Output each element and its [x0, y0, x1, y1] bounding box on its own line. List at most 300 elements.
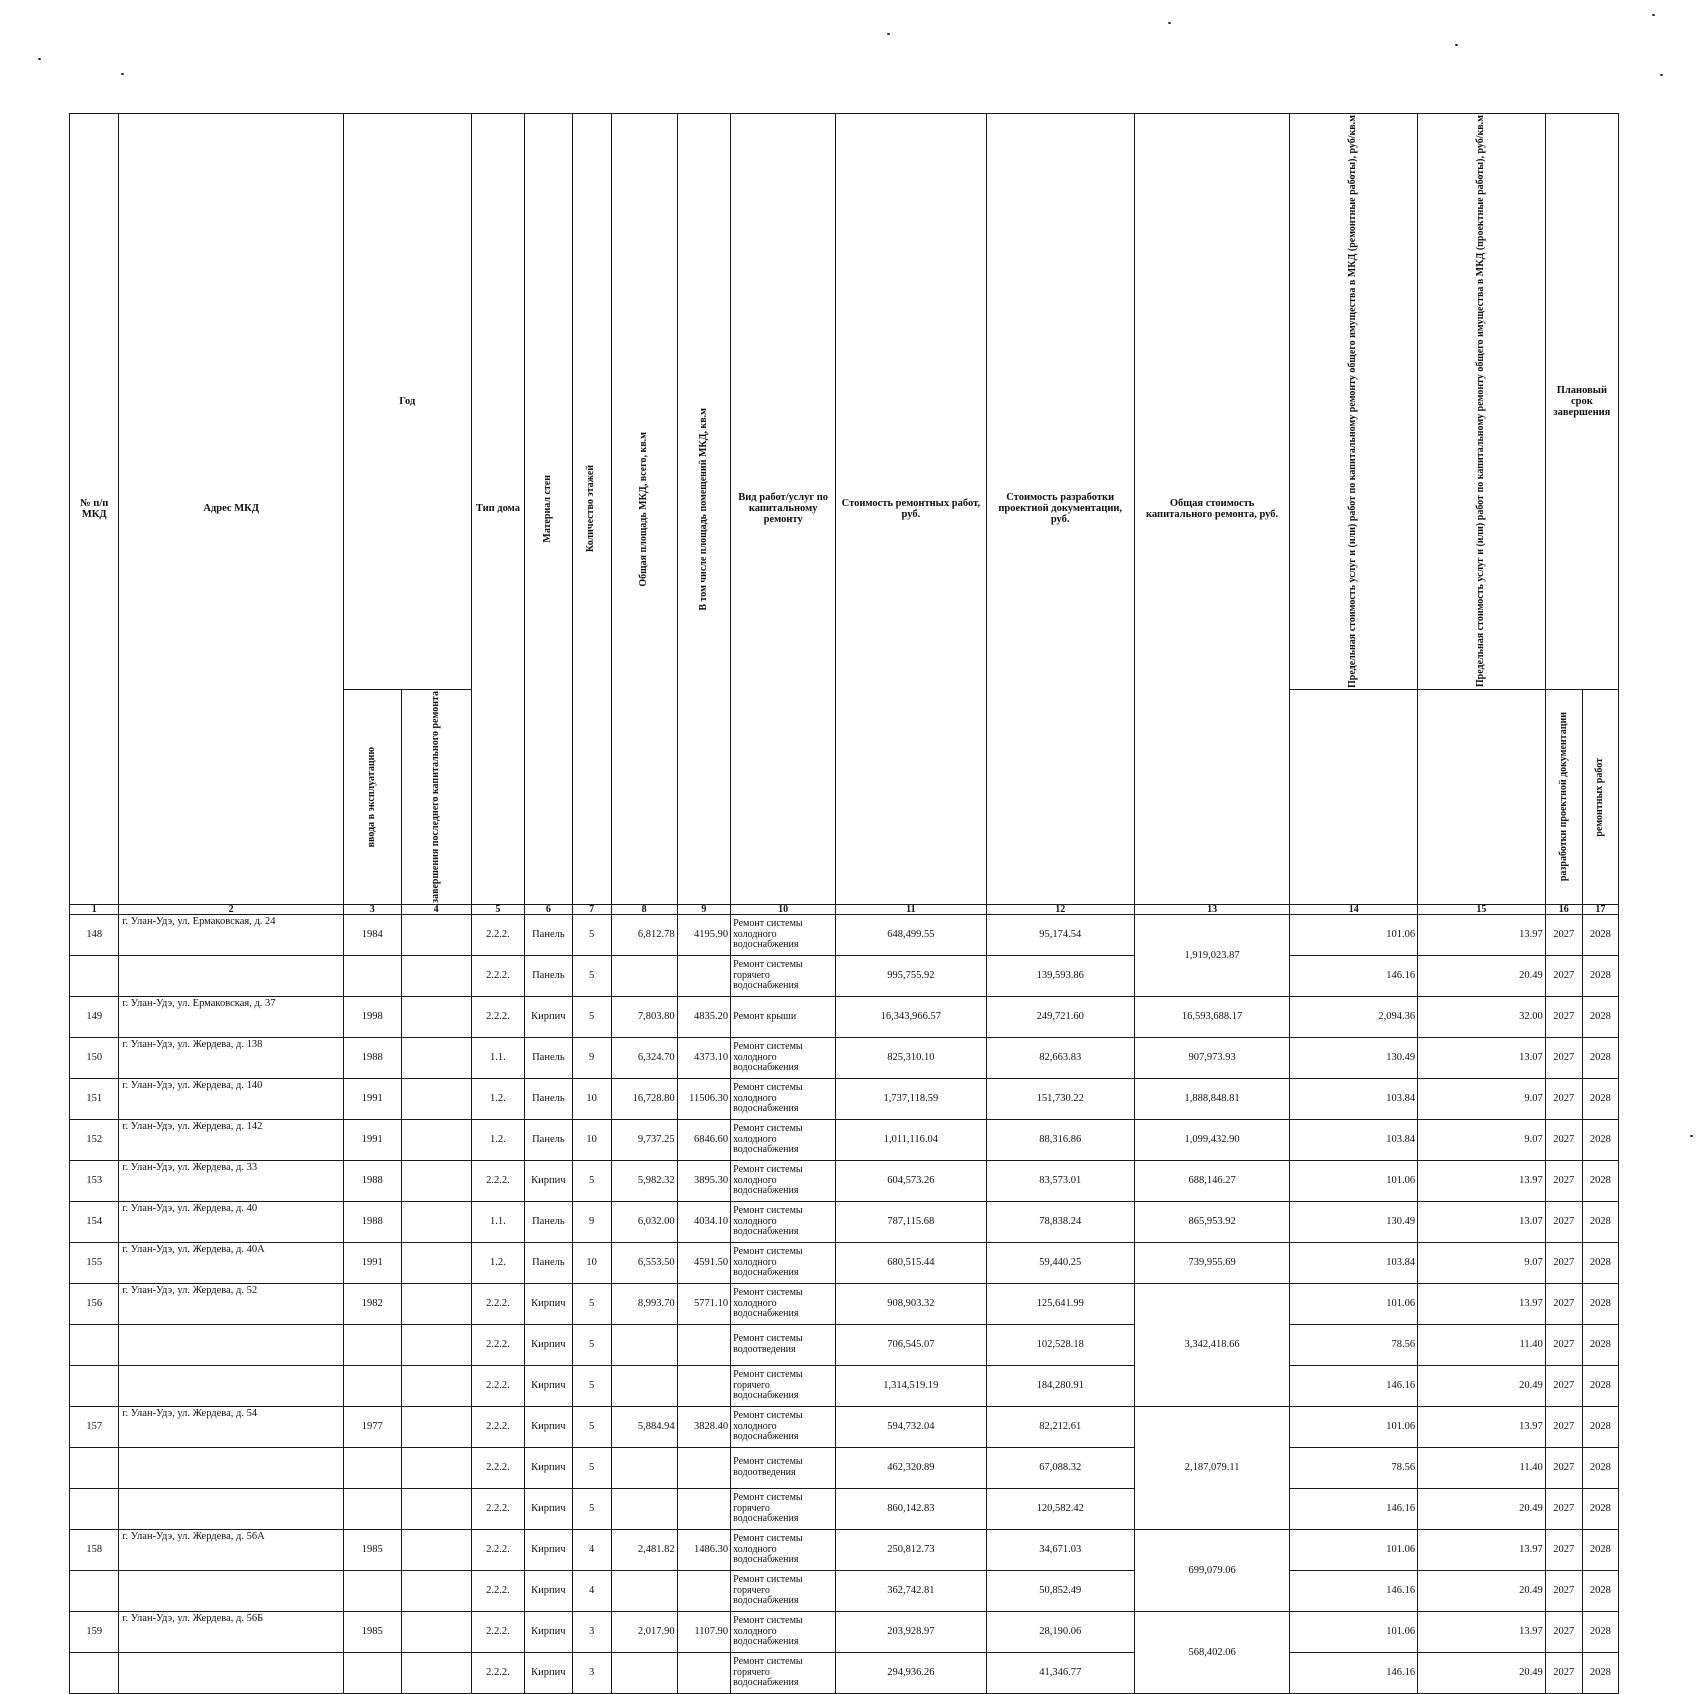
row-house-type: 2.2.2.: [471, 1324, 525, 1365]
row-limit-repair: 146.16: [1290, 1570, 1418, 1611]
header-limit-design-blank: [1418, 690, 1546, 905]
table-row: [70, 1119, 1619, 1160]
row-year-last-repair: [401, 1365, 471, 1406]
row-year-commission: 1985: [343, 1529, 401, 1570]
document-sheet: [69, 113, 1619, 1694]
row-repair-cost: 462,320.89: [836, 1447, 986, 1488]
row-deadline-repair: 2028: [1582, 996, 1618, 1037]
row-address: [119, 1570, 344, 1611]
row-address: г. Улан-Удэ, ул. Жердева, д. 56А: [119, 1529, 344, 1570]
row-number: 154: [70, 1201, 119, 1242]
row-address: г. Улан-Удэ, ул. Жердева, д. 142: [119, 1119, 344, 1160]
row-year-commission: [343, 1488, 401, 1529]
row-premises-area: [677, 1488, 731, 1529]
row-year-last-repair: [401, 955, 471, 996]
row-floors: 5: [572, 1283, 611, 1324]
row-limit-design: 13.97: [1418, 1406, 1546, 1447]
row-house-type: 1.1.: [471, 1037, 525, 1078]
row-premises-area: 4034.10: [677, 1201, 731, 1242]
row-premises-area: 4195.90: [677, 914, 731, 955]
row-total-cost: 1,099,432.90: [1134, 1119, 1290, 1160]
row-limit-design: 9.07: [1418, 1242, 1546, 1283]
row-house-type: 1.1.: [471, 1201, 525, 1242]
row-number: [70, 955, 119, 996]
row-number: [70, 1324, 119, 1365]
row-address: г. Улан-Удэ, ул. Жердева, д. 40: [119, 1201, 344, 1242]
row-wall-material: Кирпич: [525, 1365, 572, 1406]
row-design-cost: 125,641.99: [986, 1283, 1134, 1324]
row-floors: 3: [572, 1652, 611, 1693]
column-number: 3: [343, 904, 401, 914]
row-design-cost: 67,088.32: [986, 1447, 1134, 1488]
table-row: [70, 914, 1619, 955]
row-work-type: Ремонт системы холодного водоснабжения: [731, 1201, 836, 1242]
row-deadline-design: 2027: [1545, 1037, 1582, 1078]
header-year-commission: [343, 690, 401, 905]
row-total-area: 6,324.70: [611, 1037, 677, 1078]
header-deadline-design: [1545, 690, 1582, 905]
row-floors: 3: [572, 1611, 611, 1652]
header-limit-repair-text: Предельная стоимость услуг и (или) работ по капитальному ремонту общего имущества в МКД (ремонтные работы), руб/кв.м: [1347, 115, 1359, 689]
row-year-commission: 1998: [343, 996, 401, 1037]
header-repair-cost: Стоимость ремонтных работ, руб.: [836, 114, 986, 905]
row-repair-cost: 1,737,118.59: [836, 1078, 986, 1119]
column-number: 15: [1418, 904, 1546, 914]
row-year-commission: 1991: [343, 1078, 401, 1119]
row-limit-design: 32.00: [1418, 996, 1546, 1037]
row-address: [119, 1365, 344, 1406]
row-limit-design: 11.40: [1418, 1447, 1546, 1488]
row-total-cost: 865,953.92: [1134, 1201, 1290, 1242]
row-repair-cost: 908,903.32: [836, 1283, 986, 1324]
row-deadline-repair: 2028: [1582, 1201, 1618, 1242]
row-limit-repair: 103.84: [1290, 1078, 1418, 1119]
row-deadline-design: 2027: [1545, 1119, 1582, 1160]
scan-speck: [1168, 22, 1171, 24]
table-row: [70, 1283, 1619, 1324]
row-limit-design: 20.49: [1418, 1652, 1546, 1693]
row-repair-cost: 825,310.10: [836, 1037, 986, 1078]
row-deadline-repair: 2028: [1582, 1529, 1618, 1570]
row-work-type: Ремонт системы водоотведения: [731, 1324, 836, 1365]
row-year-commission: [343, 1652, 401, 1693]
table-row: [70, 1365, 1619, 1406]
row-wall-material: Кирпич: [525, 1488, 572, 1529]
row-repair-cost: 860,142.83: [836, 1488, 986, 1529]
row-year-commission: 1988: [343, 1037, 401, 1078]
row-premises-area: [677, 955, 731, 996]
column-number-row: [70, 904, 1619, 914]
row-limit-design: 13.97: [1418, 1611, 1546, 1652]
column-number: 4: [401, 904, 471, 914]
header-floors: [572, 114, 611, 905]
row-house-type: 2.2.2.: [471, 1488, 525, 1529]
row-limit-repair: 101.06: [1290, 1406, 1418, 1447]
row-address: г. Улан-Удэ, ул. Жердева, д. 54: [119, 1406, 344, 1447]
row-repair-cost: 1,011,116.04: [836, 1119, 986, 1160]
row-total-area: 5,982.32: [611, 1160, 677, 1201]
row-premises-area: 1107.90: [677, 1611, 731, 1652]
row-deadline-repair: 2028: [1582, 1611, 1618, 1652]
row-deadline-repair: 2028: [1582, 1242, 1618, 1283]
row-total-area: 16,728.80: [611, 1078, 677, 1119]
row-design-cost: 82,212.61: [986, 1406, 1134, 1447]
row-deadline-repair: 2028: [1582, 1406, 1618, 1447]
row-limit-design: 20.49: [1418, 1488, 1546, 1529]
row-design-cost: 28,190.06: [986, 1611, 1134, 1652]
row-total-area: [611, 955, 677, 996]
column-number: 11: [836, 904, 986, 914]
row-limit-design: 9.07: [1418, 1078, 1546, 1119]
row-deadline-design: 2027: [1545, 1652, 1582, 1693]
row-house-type: 2.2.2.: [471, 914, 525, 955]
header-design-cost: Стоимость разработки проектной документации, руб.: [986, 114, 1134, 905]
row-work-type: Ремонт системы горячего водоснабжения: [731, 1652, 836, 1693]
row-floors: 5: [572, 955, 611, 996]
row-design-cost: 249,721.60: [986, 996, 1134, 1037]
row-year-commission: [343, 1324, 401, 1365]
row-work-type: Ремонт системы холодного водоснабжения: [731, 1078, 836, 1119]
row-number: [70, 1447, 119, 1488]
row-work-type: Ремонт системы горячего водоснабжения: [731, 1365, 836, 1406]
header-year: Год: [343, 114, 471, 690]
row-floors: 10: [572, 1078, 611, 1119]
row-year-last-repair: [401, 1324, 471, 1365]
row-total-area: [611, 1365, 677, 1406]
row-house-type: 1.2.: [471, 1242, 525, 1283]
row-deadline-design: 2027: [1545, 955, 1582, 996]
row-floors: 4: [572, 1529, 611, 1570]
header-year-last-repair: [401, 690, 471, 905]
row-house-type: 2.2.2.: [471, 1365, 525, 1406]
table-row: [70, 1611, 1619, 1652]
row-deadline-repair: 2028: [1582, 914, 1618, 955]
row-repair-cost: 680,515.44: [836, 1242, 986, 1283]
row-repair-cost: 1,314,519.19: [836, 1365, 986, 1406]
row-limit-design: 20.49: [1418, 1570, 1546, 1611]
header-deadline-repair: [1582, 690, 1618, 905]
table-row: [70, 955, 1619, 996]
row-deadline-design: 2027: [1545, 1324, 1582, 1365]
row-total-cost: 568,402.06: [1134, 1611, 1290, 1693]
row-total-area: 2,481.82: [611, 1529, 677, 1570]
row-year-last-repair: [401, 1283, 471, 1324]
row-limit-repair: 146.16: [1290, 1365, 1418, 1406]
row-number: 149: [70, 996, 119, 1037]
column-number: 14: [1290, 904, 1418, 914]
row-limit-repair: 78.56: [1290, 1324, 1418, 1365]
row-wall-material: Кирпич: [525, 1283, 572, 1324]
row-year-last-repair: [401, 1078, 471, 1119]
row-limit-repair: 146.16: [1290, 1488, 1418, 1529]
row-repair-cost: 995,755.92: [836, 955, 986, 996]
row-total-area: 6,812.78: [611, 914, 677, 955]
table-row: [70, 1406, 1619, 1447]
row-floors: 5: [572, 1324, 611, 1365]
row-limit-repair: 101.06: [1290, 1160, 1418, 1201]
row-limit-repair: 101.06: [1290, 1529, 1418, 1570]
row-total-area: 8,993.70: [611, 1283, 677, 1324]
row-house-type: 2.2.2.: [471, 1570, 525, 1611]
row-repair-cost: 648,499.55: [836, 914, 986, 955]
row-repair-cost: 594,732.04: [836, 1406, 986, 1447]
row-year-commission: 1977: [343, 1406, 401, 1447]
row-number: 151: [70, 1078, 119, 1119]
row-year-last-repair: [401, 1488, 471, 1529]
row-floors: 4: [572, 1570, 611, 1611]
header-deadline-repair-text: ремонтных работ: [1594, 757, 1606, 837]
row-year-commission: 1988: [343, 1201, 401, 1242]
row-total-cost: 16,593,688.17: [1134, 996, 1290, 1037]
row-deadline-repair: 2028: [1582, 1447, 1618, 1488]
row-premises-area: 1486.30: [677, 1529, 731, 1570]
row-deadline-design: 2027: [1545, 996, 1582, 1037]
row-design-cost: 34,671.03: [986, 1529, 1134, 1570]
row-total-area: 5,884.94: [611, 1406, 677, 1447]
row-year-last-repair: [401, 1037, 471, 1078]
row-address: г. Улан-Удэ, ул. Жердева, д. 140: [119, 1078, 344, 1119]
row-total-area: 7,803.80: [611, 996, 677, 1037]
row-repair-cost: 604,573.26: [836, 1160, 986, 1201]
row-work-type: Ремонт системы горячего водоснабжения: [731, 1570, 836, 1611]
row-limit-design: 13.97: [1418, 1160, 1546, 1201]
row-repair-cost: 250,812.73: [836, 1529, 986, 1570]
row-work-type: Ремонт крыши: [731, 996, 836, 1037]
row-wall-material: Кирпич: [525, 1406, 572, 1447]
scan-speck: [121, 73, 124, 75]
row-repair-cost: 362,742.81: [836, 1570, 986, 1611]
row-limit-design: 9.07: [1418, 1119, 1546, 1160]
scan-speck: [1660, 74, 1663, 76]
row-floors: 5: [572, 914, 611, 955]
row-year-commission: 1982: [343, 1283, 401, 1324]
row-floors: 10: [572, 1119, 611, 1160]
row-year-last-repair: [401, 1160, 471, 1201]
row-deadline-repair: 2028: [1582, 1283, 1618, 1324]
row-repair-cost: 787,115.68: [836, 1201, 986, 1242]
header-premises-area-text: В том числе площадь помещений МКД, кв.м: [697, 407, 709, 611]
row-design-cost: 83,573.01: [986, 1160, 1134, 1201]
row-total-cost: 1,919,023.87: [1134, 914, 1290, 996]
row-premises-area: [677, 1570, 731, 1611]
header-work-type: Вид работ/услуг по капитальному ремонту: [731, 114, 836, 905]
row-floors: 5: [572, 1160, 611, 1201]
row-premises-area: 11506.30: [677, 1078, 731, 1119]
table-row: [70, 1160, 1619, 1201]
row-deadline-design: 2027: [1545, 914, 1582, 955]
scan-speck: [38, 58, 41, 60]
row-total-area: 9,737.25: [611, 1119, 677, 1160]
header-limit-repair: [1290, 114, 1418, 690]
column-number: 16: [1545, 904, 1582, 914]
header-deadline: Плановый срок завершения: [1545, 114, 1618, 690]
column-number: 5: [471, 904, 525, 914]
row-total-area: [611, 1447, 677, 1488]
row-total-cost: 3,342,418.66: [1134, 1283, 1290, 1406]
row-number: [70, 1652, 119, 1693]
column-number: 12: [986, 904, 1134, 914]
row-limit-repair: 101.06: [1290, 1283, 1418, 1324]
row-limit-design: 20.49: [1418, 955, 1546, 996]
column-number: 7: [572, 904, 611, 914]
row-deadline-design: 2027: [1545, 1611, 1582, 1652]
row-total-cost: 699,079.06: [1134, 1529, 1290, 1611]
row-wall-material: Кирпич: [525, 1529, 572, 1570]
row-year-commission: 1984: [343, 914, 401, 955]
row-address: г. Улан-Удэ, ул. Ермаковская, д. 37: [119, 996, 344, 1037]
row-total-cost: 688,146.27: [1134, 1160, 1290, 1201]
row-limit-repair: 78.56: [1290, 1447, 1418, 1488]
row-premises-area: 6846.60: [677, 1119, 731, 1160]
header-year-last-repair-text: завершения последнего капитального ремонта: [429, 691, 441, 903]
row-wall-material: Кирпич: [525, 996, 572, 1037]
row-premises-area: 4591.50: [677, 1242, 731, 1283]
row-number: 159: [70, 1611, 119, 1652]
row-work-type: Ремонт системы горячего водоснабжения: [731, 955, 836, 996]
table-row: [70, 1488, 1619, 1529]
row-limit-repair: 101.06: [1290, 1611, 1418, 1652]
header-wall-material-text: Материал стен: [542, 475, 554, 543]
row-premises-area: [677, 1447, 731, 1488]
table-row: [70, 1652, 1619, 1693]
row-deadline-repair: 2028: [1582, 955, 1618, 996]
row-year-commission: 1991: [343, 1242, 401, 1283]
row-deadline-repair: 2028: [1582, 1119, 1618, 1160]
row-premises-area: 4373.10: [677, 1037, 731, 1078]
row-year-commission: 1991: [343, 1119, 401, 1160]
row-repair-cost: 294,936.26: [836, 1652, 986, 1693]
row-limit-design: 13.97: [1418, 914, 1546, 955]
row-number: 150: [70, 1037, 119, 1078]
row-deadline-repair: 2028: [1582, 1652, 1618, 1693]
row-design-cost: 88,316.86: [986, 1119, 1134, 1160]
header-limit-design-text: Предельная стоимость услуг и (или) работ по капитальному ремонту общего имущества в МКД (проектные работы), руб/кв.м: [1475, 115, 1487, 688]
row-year-last-repair: [401, 1119, 471, 1160]
row-work-type: Ремонт системы холодного водоснабжения: [731, 1160, 836, 1201]
column-number: 6: [525, 904, 572, 914]
capital-repair-table: [69, 113, 1619, 1694]
table-row: [70, 1447, 1619, 1488]
row-year-commission: 1985: [343, 1611, 401, 1652]
row-house-type: 1.2.: [471, 1078, 525, 1119]
row-deadline-design: 2027: [1545, 1488, 1582, 1529]
row-limit-design: 13.97: [1418, 1283, 1546, 1324]
row-wall-material: Панель: [525, 1037, 572, 1078]
row-floors: 9: [572, 1037, 611, 1078]
row-work-type: Ремонт системы горячего водоснабжения: [731, 1488, 836, 1529]
row-limit-design: 13.07: [1418, 1201, 1546, 1242]
row-floors: 5: [572, 1365, 611, 1406]
row-deadline-design: 2027: [1545, 1078, 1582, 1119]
row-year-last-repair: [401, 1652, 471, 1693]
row-number: [70, 1365, 119, 1406]
header-limit-design: [1418, 114, 1546, 690]
header-no: № п/п МКД: [70, 114, 119, 905]
row-total-area: [611, 1652, 677, 1693]
row-wall-material: Кирпич: [525, 1447, 572, 1488]
row-design-cost: 50,852.49: [986, 1570, 1134, 1611]
row-work-type: Ремонт системы холодного водоснабжения: [731, 1406, 836, 1447]
header-total-area: [611, 114, 677, 905]
row-design-cost: 95,174.54: [986, 914, 1134, 955]
row-house-type: 1.2.: [471, 1119, 525, 1160]
row-year-commission: [343, 1570, 401, 1611]
row-premises-area: [677, 1365, 731, 1406]
header-total-cost: Общая стоимость капитального ремонта, руб.: [1134, 114, 1290, 905]
table-row: [70, 1324, 1619, 1365]
column-number: 10: [731, 904, 836, 914]
table-row: [70, 996, 1619, 1037]
row-total-area: [611, 1324, 677, 1365]
row-wall-material: Панель: [525, 914, 572, 955]
row-deadline-design: 2027: [1545, 1242, 1582, 1283]
row-limit-repair: 103.84: [1290, 1119, 1418, 1160]
scan-speck: [1455, 44, 1458, 46]
row-year-commission: 1988: [343, 1160, 401, 1201]
column-number: 9: [677, 904, 731, 914]
row-year-commission: [343, 1365, 401, 1406]
row-design-cost: 78,838.24: [986, 1201, 1134, 1242]
row-work-type: Ремонт системы водоотведения: [731, 1447, 836, 1488]
row-wall-material: Кирпич: [525, 1652, 572, 1693]
row-number: 156: [70, 1283, 119, 1324]
row-address: г. Улан-Удэ, ул. Жердева, д. 52: [119, 1283, 344, 1324]
row-address: [119, 1652, 344, 1693]
row-deadline-design: 2027: [1545, 1283, 1582, 1324]
row-total-cost: 739,955.69: [1134, 1242, 1290, 1283]
header-address: Адрес МКД: [119, 114, 344, 905]
row-limit-repair: 146.16: [1290, 1652, 1418, 1693]
row-wall-material: Панель: [525, 1078, 572, 1119]
row-work-type: Ремонт системы холодного водоснабжения: [731, 1037, 836, 1078]
row-house-type: 2.2.2.: [471, 1611, 525, 1652]
row-deadline-repair: 2028: [1582, 1324, 1618, 1365]
table-row: [70, 1242, 1619, 1283]
row-address: г. Улан-Удэ, ул. Жердева, д. 40А: [119, 1242, 344, 1283]
row-deadline-repair: 2028: [1582, 1365, 1618, 1406]
row-total-cost: 907,973.93: [1134, 1037, 1290, 1078]
row-year-last-repair: [401, 1406, 471, 1447]
row-number: [70, 1570, 119, 1611]
row-house-type: 2.2.2.: [471, 1283, 525, 1324]
column-number: 13: [1134, 904, 1290, 914]
row-total-cost: 2,187,079.11: [1134, 1406, 1290, 1529]
row-deadline-repair: 2028: [1582, 1160, 1618, 1201]
row-wall-material: Кирпич: [525, 1160, 572, 1201]
scan-speck: [1690, 1135, 1693, 1137]
row-limit-design: 13.97: [1418, 1529, 1546, 1570]
row-house-type: 2.2.2.: [471, 1406, 525, 1447]
row-premises-area: [677, 1652, 731, 1693]
header-wall-material: [525, 114, 572, 905]
row-total-area: 2,017.90: [611, 1611, 677, 1652]
row-address: г. Улан-Удэ, ул. Жердева, д. 56Б: [119, 1611, 344, 1652]
row-deadline-design: 2027: [1545, 1570, 1582, 1611]
row-wall-material: Кирпич: [525, 1324, 572, 1365]
row-deadline-repair: 2028: [1582, 1037, 1618, 1078]
header-deadline-design-text: разработки проектной документации: [1557, 712, 1569, 882]
header-year-commission-text: ввода в эксплуатацию: [366, 746, 378, 848]
row-floors: 5: [572, 1447, 611, 1488]
row-house-type: 2.2.2.: [471, 1160, 525, 1201]
row-premises-area: 3895.30: [677, 1160, 731, 1201]
row-floors: 5: [572, 996, 611, 1037]
row-work-type: Ремонт системы холодного водоснабжения: [731, 1611, 836, 1652]
row-address: [119, 1488, 344, 1529]
row-work-type: Ремонт системы холодного водоснабжения: [731, 1119, 836, 1160]
row-deadline-design: 2027: [1545, 1529, 1582, 1570]
row-deadline-design: 2027: [1545, 1447, 1582, 1488]
